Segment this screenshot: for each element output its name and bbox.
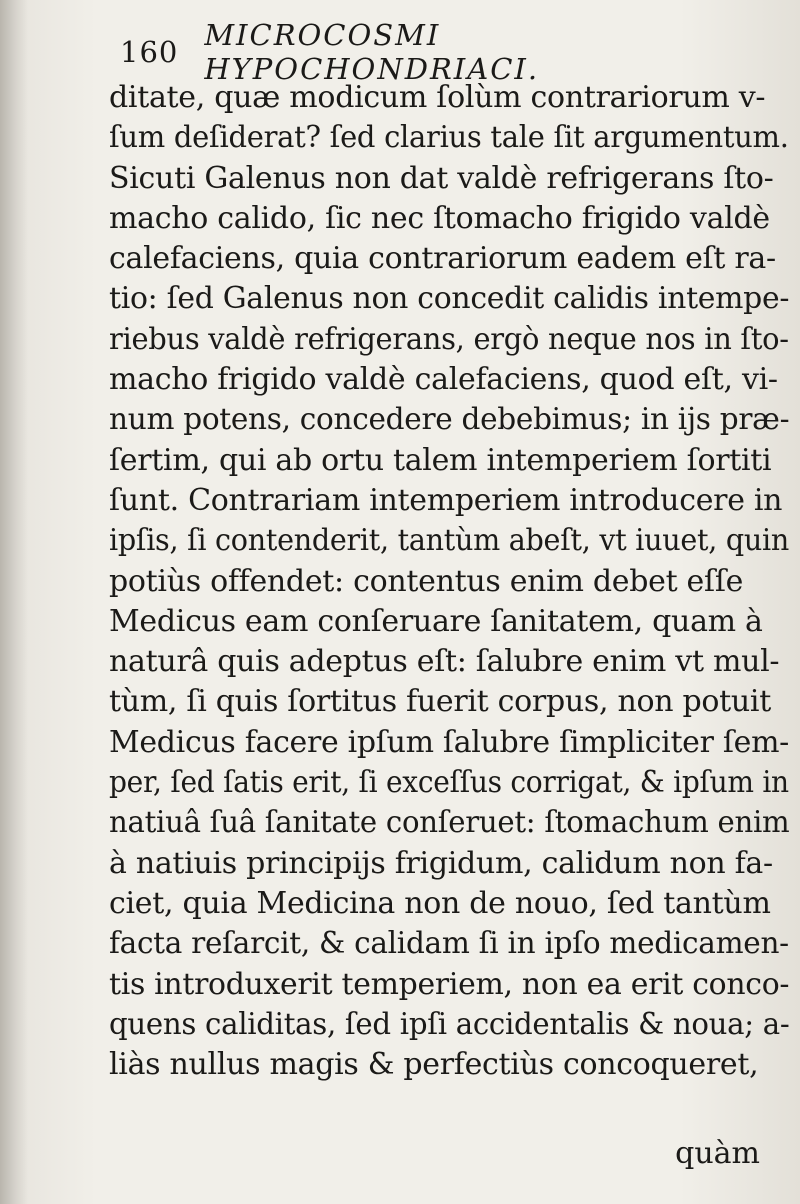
text-line: macho calido, ſic nec ſtomacho frigido valdè (109, 200, 770, 236)
text-line: natiuâ ſuâ ſanitate conſeruet: ſtomachum enim (109, 805, 790, 841)
text-line: tis introduxerit temperiem, non ea erit conco- (109, 966, 790, 1002)
text-line: ſum deſiderat? ſed clarius tale ſit argumentum. (109, 120, 789, 156)
text-line: Medicus eam conſeruare ſanitatem, quam à (109, 603, 763, 639)
body-text (109, 78, 789, 1085)
text-line: ſertim, qui ab ortu talem intemperiem ſortiti (109, 442, 772, 478)
text-line: ditate, quæ modicum ſolùm contrariorum v- (109, 80, 766, 115)
text-line: ipſis, ſi contenderit, tantùm abeſt, vt iuuet, quin (109, 523, 790, 559)
text-line: riebus valdè refrigerans, ergò neque nos in ſto- (109, 321, 789, 357)
text-line: potiùs offendet: contentus enim debet eſſe (109, 563, 744, 599)
text-line: Medicus facere ipſum ſalubre ſimpliciter ſem- (109, 724, 789, 760)
text-line: Sicuti Galenus non dat valdè refrigerans ſto- (109, 160, 774, 196)
text-line: tio: ſed Galenus non concedit calidis intempe- (109, 281, 790, 317)
text-line: facta reſarcit, & calidam ſi in ipſo medicamen- (109, 926, 789, 962)
page-number: 160 (120, 35, 179, 69)
text-line: per, ſed ſatis erit, ſi exceſſus corrigat, & ipſum in (109, 765, 789, 801)
text-line: ſunt. Contrariam intemperiem introducere in (109, 482, 783, 518)
text-line: naturâ quis adeptus eſt: ſalubre enim vt mul- (109, 644, 780, 680)
text-line: quens caliditas, ſed ipſi accidentalis & noua; a- (109, 1006, 790, 1042)
catchword: quàm (675, 1136, 760, 1171)
text-line: calefaciens, quia contrariorum eadem eſt ra- (109, 241, 776, 277)
text-line: tùm, ſi quis ſortitus fuerit corpus, non potuit (109, 684, 771, 720)
page-header (120, 18, 760, 86)
text-line: liàs nullus magis & perfectiùs concoqueret, (109, 1047, 759, 1083)
running-title: MICROCOSMI HYPOCHONDRIACI. (204, 18, 540, 86)
text-line: ciet, quia Medicina non de nouo, ſed tantùm (109, 885, 771, 921)
text-line: num potens, concedere debebimus; in ijs præ- (109, 402, 790, 438)
text-line: à natiuis principijs frigidum, calidum non fa- (109, 845, 773, 881)
text-line: macho frigido valdè calefaciens, quod eſt, vi- (109, 362, 778, 398)
